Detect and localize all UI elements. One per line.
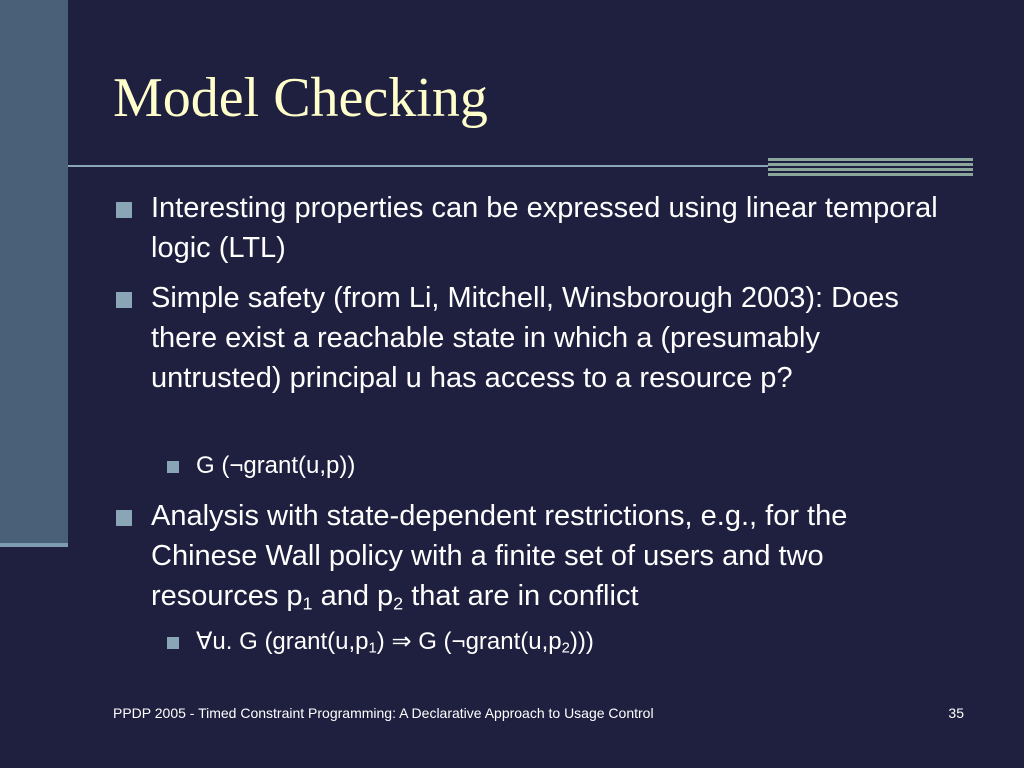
small-square-bullet-icon bbox=[167, 461, 179, 473]
sub-bullet-text: G (¬grant(u,p)) bbox=[196, 452, 356, 479]
square-bullet-icon bbox=[116, 202, 132, 218]
left-band-edge bbox=[0, 543, 68, 547]
slide-footer: PPDP 2005 - Timed Constraint Programming: A Declarative Approach to Usage Control bbox=[113, 705, 654, 721]
sub-bullet-item bbox=[196, 626, 956, 658]
bullet-item bbox=[151, 278, 951, 398]
bullet-text: Interesting properties can be expressed using linear temporal logic (LTL) bbox=[151, 192, 938, 264]
square-bullet-icon bbox=[116, 292, 132, 308]
sub-bullet-formula: ∀u. G ($grant(u,p_1)$ ⇒ G $(\neg grant(u,p_2))$) bbox=[196, 628, 594, 657]
bullet-text: Analysis with state-dependent restrictions, e.g., for the Chinese Wall policy with a finite set of users and two resources $p_1$ and $p_2$ that are in conflict bbox=[151, 500, 848, 614]
bullet-text: Simple safety (from Li, Mitchell, Winsborough 2003): Does there exist a reachable state in which a (presumably untrusted) principal u has access to a resource p? bbox=[151, 282, 899, 394]
square-bullet-icon bbox=[116, 510, 132, 526]
bullet-item bbox=[151, 496, 951, 616]
left-decorative-band bbox=[0, 0, 68, 546]
sub-bullet-item bbox=[196, 450, 956, 482]
title-rule-block bbox=[768, 158, 973, 178]
bullet-item bbox=[151, 188, 951, 268]
slide-title: Model Checking bbox=[113, 67, 488, 129]
page-number: 35 bbox=[948, 705, 964, 721]
title-rule-line bbox=[68, 165, 768, 167]
small-square-bullet-icon bbox=[167, 637, 179, 649]
